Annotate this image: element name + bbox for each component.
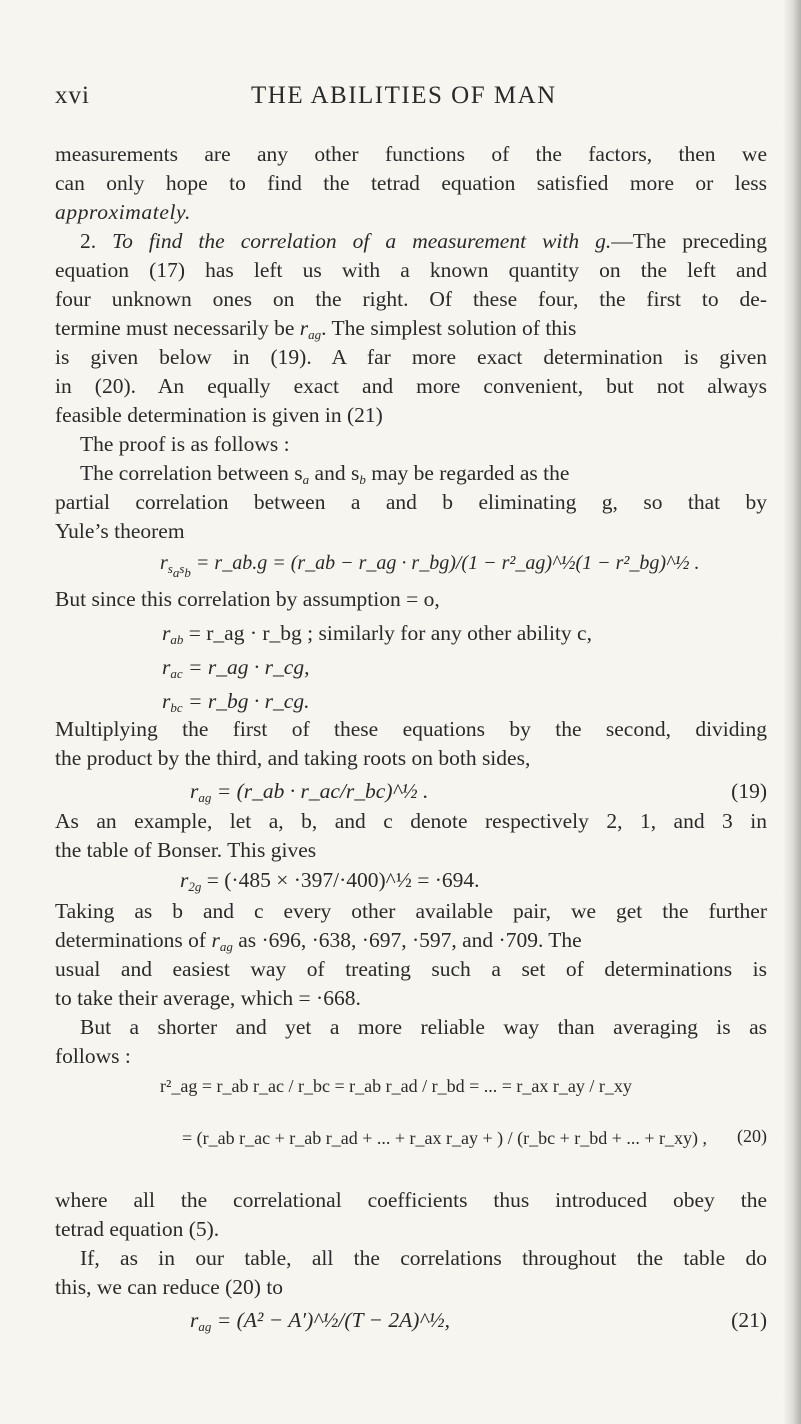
body-line: can only hope to find the tetrad equation satisfied more or less [55,171,767,195]
body-line: to take their average, which = ·668. [55,986,361,1010]
body-line: is given below in (19). A far more exact determination is given [55,345,767,369]
body-line: The proof is as follows : [80,432,290,456]
body-line: But a shorter and yet a more reliable way than averaging is as [80,1015,767,1039]
body-text: —The preceding [611,229,767,253]
page-edge-shadow [783,0,801,1424]
math-symbol: $r_{ag}$ [190,779,212,805]
section-number: 2. [80,229,97,253]
equation-text: = (r_ab · r_ac/r_bc)^½ . [216,779,429,803]
body-line: approximately. [55,200,191,224]
body-line [55,926,767,954]
running-header [55,82,767,116]
equation-yule [160,549,760,580]
body-line: Multiplying the first of these equations by the second, dividing [55,717,767,741]
body-line: follows : [55,1044,131,1068]
equation-number: (20) [737,1126,767,1146]
body-line: measurements are any other functions of the factors, then we [55,142,767,166]
body-line: Yule’s theorem [55,519,185,543]
page-number: xvi [55,82,90,109]
math-symbol: $r_{ac}$ [162,655,183,681]
body-line: equation (17) has left us with a known quantity on the left and [55,258,767,282]
body-line: feasible determination is given in (21) [55,403,383,427]
section-heading-line [80,227,767,255]
equation-number: (19) [731,779,767,803]
equation-19 [190,777,767,805]
equation-number: (21) [731,1308,767,1332]
body-text: as ·696, ·638, ·697, ·597, and ·709. The [232,928,582,952]
body-line: the product by the third, and taking roots on both sides, [55,746,531,770]
equation-text: = r_ag · r_bg ; similarly for any other ability c, [188,621,592,645]
body-line: the table of Bonser. This gives [55,838,317,862]
body-line: Taking as b and c every other available pair, we get the further [55,899,767,923]
math-symbol: $r_{s_as_b}$ [160,552,191,580]
equation-21 [190,1306,767,1334]
equation-20-line1: r²_ag = r_ab r_ac / r_bc = r_ab r_ad / r_bd = ... = r_ax r_ay / r_xy [160,1076,632,1096]
equation-20-line2 [182,1124,767,1152]
body-line: this, we can reduce (20) to [55,1275,284,1299]
body-line: where all the correlational coefficients thus introduced obey the [55,1188,767,1212]
body-line: four unknown ones on the right. Of these four, the first to de- [55,287,767,311]
body-line: usual and easiest way of treating such a set of determinations is [55,957,767,981]
section-heading: To find the correlation of a measurement with g. [112,229,612,253]
body-text: . The simplest solution of this [321,316,577,340]
body-line [55,314,767,342]
running-title: THE ABILITIES OF MAN [251,82,557,109]
equation-rbc [162,687,562,715]
equation-rac [162,653,562,681]
math-symbol: $r_{bc}$ [162,689,183,715]
math-symbol: $r_{ag}$ [211,928,233,954]
math-symbol: $r_{2g}$ [180,868,202,894]
equation-text: = (A² − A′)^½/(T − 2A)^½, [216,1308,451,1332]
body-text: termine must necessarily be [55,316,300,340]
body-line: As an example, let a, b, and c denote respectively 2, 1, and 3 in [55,809,767,833]
body-line: in (20). An equally exact and more convenient, but not always [55,374,767,398]
equation-text: = r_ag · r_cg, [188,655,310,679]
equation-text: = r_ab.g = (r_ab − r_ag · r_bg)/(1 − r²_ag)^½(1 − r²_bg)^½ . [195,552,700,574]
body-line: tetrad equation (5). [55,1217,220,1241]
body-text: and s [309,461,360,485]
body-line: partial correlation between a and b eliminating g, so that by [55,490,767,514]
body-text: may be regarded as the [365,461,570,485]
math-symbol: $r_{ab}$ [162,621,184,647]
math-symbol: $r_{ag}$ [190,1308,212,1334]
body-text: determinations of [55,928,212,952]
equation-text: = (r_ab r_ac + r_ab r_ad + ... + r_ax r_ay + ) / (r_bc + r_bd + ... + r_xy) , [182,1128,708,1148]
equation-text: = (·485 × ·397/·400)^½ = ·694. [206,868,480,892]
body-text: The correlation between s [80,461,303,485]
math-symbol: $r_{ag}$ [299,316,322,342]
equation-rab [162,619,762,647]
body-line: But since this correlation by assumption = o, [55,587,440,611]
equation-example [180,866,680,894]
body-line: If, as in our table, all the correlations throughout the table do [80,1246,767,1270]
body-line: The correlation between $s_a$ and $s_b$ may be regarded as the [80,461,570,487]
equation-text: = r_bg · r_cg. [188,689,310,713]
